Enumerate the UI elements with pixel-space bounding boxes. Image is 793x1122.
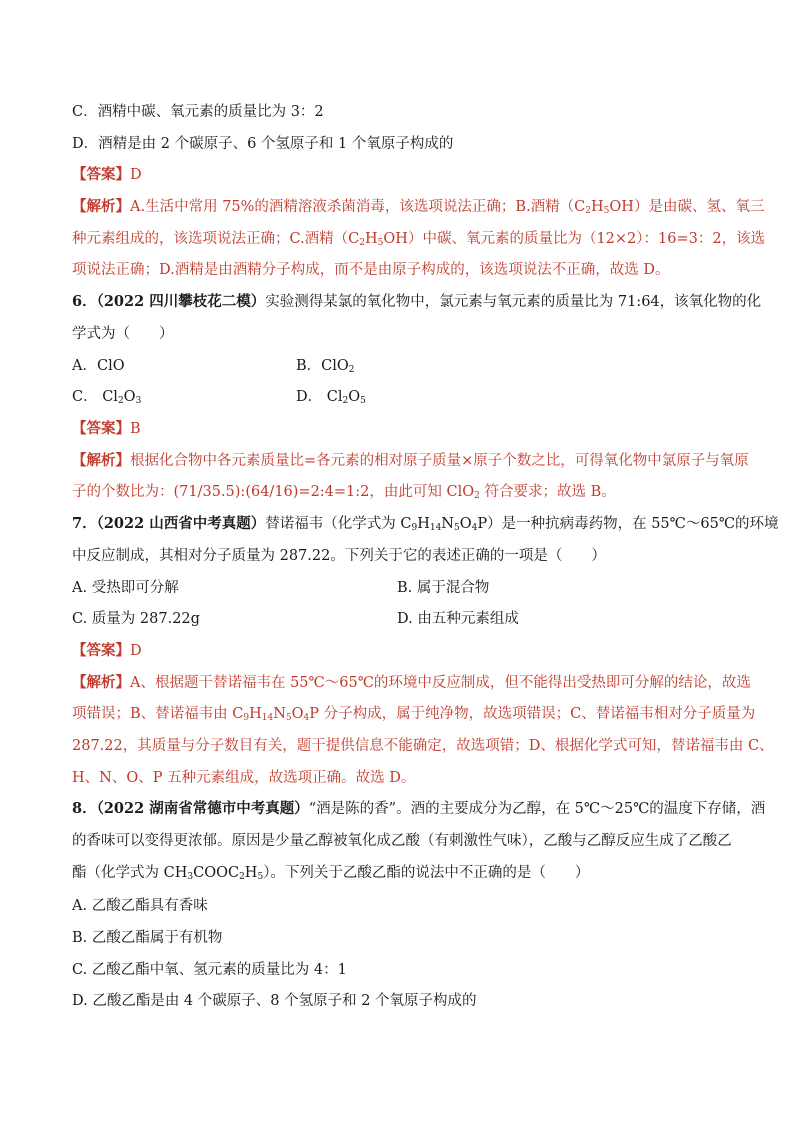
text: O	[123, 389, 136, 405]
subscript: 5	[360, 396, 366, 406]
subscript: 2	[117, 396, 124, 406]
question-source: （2022 湖南省常德市中考真题）	[96, 800, 309, 817]
q7-option-a: A. 受热即可分解	[72, 580, 179, 596]
analysis-tag: 【解析】	[72, 198, 130, 215]
q7-analysis-line-3: 287.22，其质量与分子数目有关，题干提供信息不能确定，故选项错；D、根据化学式可知，替诺福韦由 C、	[72, 738, 774, 754]
q7-option-d: D. 由五种元素组成	[397, 611, 519, 627]
text: “酒是陈的香”。酒的主要成分为乙醇，在 5℃～25℃的温度下存储，酒	[308, 801, 766, 817]
subscript: 3	[187, 872, 194, 882]
question-source: （2022 山西省中考真题）	[96, 515, 266, 532]
subscript: 2	[585, 206, 592, 216]
text: P 分子构成，属于纯净物，故选项错误；C、替诺福韦相对分子质量为	[309, 706, 756, 722]
text: O	[291, 706, 304, 722]
q7-stem-line-1	[72, 514, 779, 534]
q6-option-d	[296, 387, 366, 407]
q7-answer	[72, 641, 142, 661]
subscript: 9	[411, 523, 418, 533]
q8-option-d: D. 乙酸乙酯是由 4 个碳原子、8 个氢原子和 2 个氧原子构成的	[72, 993, 477, 1009]
q7-option-c: C. 质量为 287.22g	[72, 611, 200, 627]
text: 替诺福韦（化学式为 C	[265, 516, 412, 532]
text: H	[249, 706, 262, 722]
subscript: 2	[342, 396, 349, 406]
q8-option-b: B. 乙酸乙酯属于有机物	[72, 930, 223, 946]
text: 子的个数比为：(71/35.5):(64/16)=2:4=1:2，由此可知 ClO	[72, 484, 475, 500]
text: A、根据题干替诺福韦在 55℃～65℃的环境中反应制成，但不能得出受热即可分解的结论，故选	[130, 675, 751, 691]
text: C． Cl	[72, 389, 118, 405]
text: 酯（化学式为 CH	[72, 865, 188, 881]
q6-analysis-line-1	[72, 451, 749, 471]
q5-answer	[72, 165, 142, 185]
q6-option-b	[296, 356, 355, 376]
q6-stem-line-1	[72, 292, 761, 312]
q7-analysis-line-1	[72, 673, 751, 693]
analysis-tag: 【解析】	[72, 452, 130, 469]
text: 项错误；B、替诺福韦由 C	[72, 706, 244, 722]
text: 实验测得某氯的氧化物中，氯元素与氧元素的质量比为 71:64，该氧化物的化	[265, 294, 762, 310]
text: O	[459, 516, 472, 532]
q6-analysis-line-2	[72, 482, 616, 502]
text: COOC	[193, 865, 240, 881]
subscript: 2	[359, 238, 366, 248]
text: A.生活中常用 75%的酒精溶液杀菌消毒，该选项说法正确；B.酒精（C	[130, 199, 586, 215]
text: 根据化合物中各元素质量比=各元素的相对原子质量×原子个数之比，可得氧化物中氯原子与氧原	[130, 453, 749, 469]
subscript: 4	[303, 713, 310, 723]
text: OH）是由碳、氢、氧三	[609, 199, 765, 215]
question-source: （2022 四川攀枝花二模）	[96, 293, 266, 310]
analysis-tag: 【解析】	[72, 674, 130, 691]
q6-option-c	[72, 387, 141, 407]
subscript: 14	[261, 713, 274, 723]
subscript: 5	[377, 238, 384, 248]
subscript: 5	[453, 523, 460, 533]
text: OH）中碳、氧元素的质量比为（12×2）：16=3：2，该选	[383, 231, 766, 247]
subscript: 3	[135, 396, 142, 406]
q5-analysis-line-2	[72, 229, 765, 249]
q5-option-c: C．酒精中碳、氧元素的质量比为 3：2	[72, 104, 324, 120]
text: N	[441, 516, 454, 532]
text: N	[273, 706, 286, 722]
subscript: 5	[257, 872, 264, 882]
text: H	[365, 231, 378, 247]
answer-tag: 【答案】	[72, 166, 130, 183]
q8-option-a: A. 乙酸乙酯具有香味	[72, 898, 208, 914]
q5-option-d: D．酒精是由 2 个碳原子、6 个氢原子和 1 个氧原子构成的	[72, 136, 454, 152]
subscript: 5	[603, 206, 610, 216]
text: 种元素组成的，该选项说法正确；C.酒精（C	[72, 231, 360, 247]
q5-analysis-line-3: 项说法正确；D.酒精是由酒精分子构成，而不是由原子构成的，该选项说法不正确，故选 D。	[72, 262, 670, 278]
q7-option-b: B. 属于混合物	[397, 580, 490, 596]
answer-value: D	[130, 167, 142, 183]
q7-analysis-line-4: H、N、O、P 五种元素组成，故选项正确。故选 D。	[72, 770, 416, 786]
question-number: 7．	[72, 515, 97, 532]
text: H	[244, 865, 258, 881]
text: B．ClO	[296, 358, 349, 374]
answer-tag: 【答案】	[72, 420, 130, 437]
q8-stem-line-3	[72, 863, 589, 883]
text: O	[348, 389, 361, 405]
answer-value: D	[130, 643, 142, 659]
question-number: 6．	[72, 293, 97, 310]
text: 符合要求；故选 B。	[479, 484, 616, 500]
q8-stem-line-1	[72, 799, 765, 819]
answer-tag: 【答案】	[72, 642, 130, 659]
q8-option-c: C. 乙酸乙酯中氧、氢元素的质量比为 4：1	[72, 962, 347, 978]
q8-stem-line-2: 的香味可以变得更浓郁。原因是少量乙醇被氧化成乙酸（有刺激性气味），乙酸与乙醇反应生成了乙酸乙	[72, 833, 732, 849]
text: ）。下列关于乙酸乙酯的说法中不正确的是（ ）	[263, 865, 590, 881]
q7-analysis-line-2	[72, 704, 755, 724]
subscript: 9	[243, 713, 250, 723]
q5-analysis-line-1	[72, 197, 764, 217]
subscript: 14	[429, 523, 442, 533]
subscript: 5	[285, 713, 292, 723]
question-number: 8．	[72, 800, 97, 817]
q6-option-a: A．ClO	[72, 358, 125, 374]
subscript: 2	[474, 491, 480, 501]
subscript: 2	[348, 365, 355, 375]
text: D． Cl	[296, 389, 343, 405]
subscript: 2	[239, 872, 245, 882]
q7-stem-line-2: 中反应制成，其相对分子质量为 287.22。下列关于它的表述正确的一项是（ ）	[72, 548, 606, 564]
subscript: 4	[471, 523, 478, 533]
text: H	[591, 199, 604, 215]
answer-value: B	[130, 421, 141, 437]
text: P）是一种抗病毒药物，在 55℃～65℃的环境	[477, 516, 779, 532]
text: H	[417, 516, 430, 532]
q6-answer	[72, 419, 141, 439]
q6-stem-line-2: 学式为（ ）	[72, 326, 174, 342]
